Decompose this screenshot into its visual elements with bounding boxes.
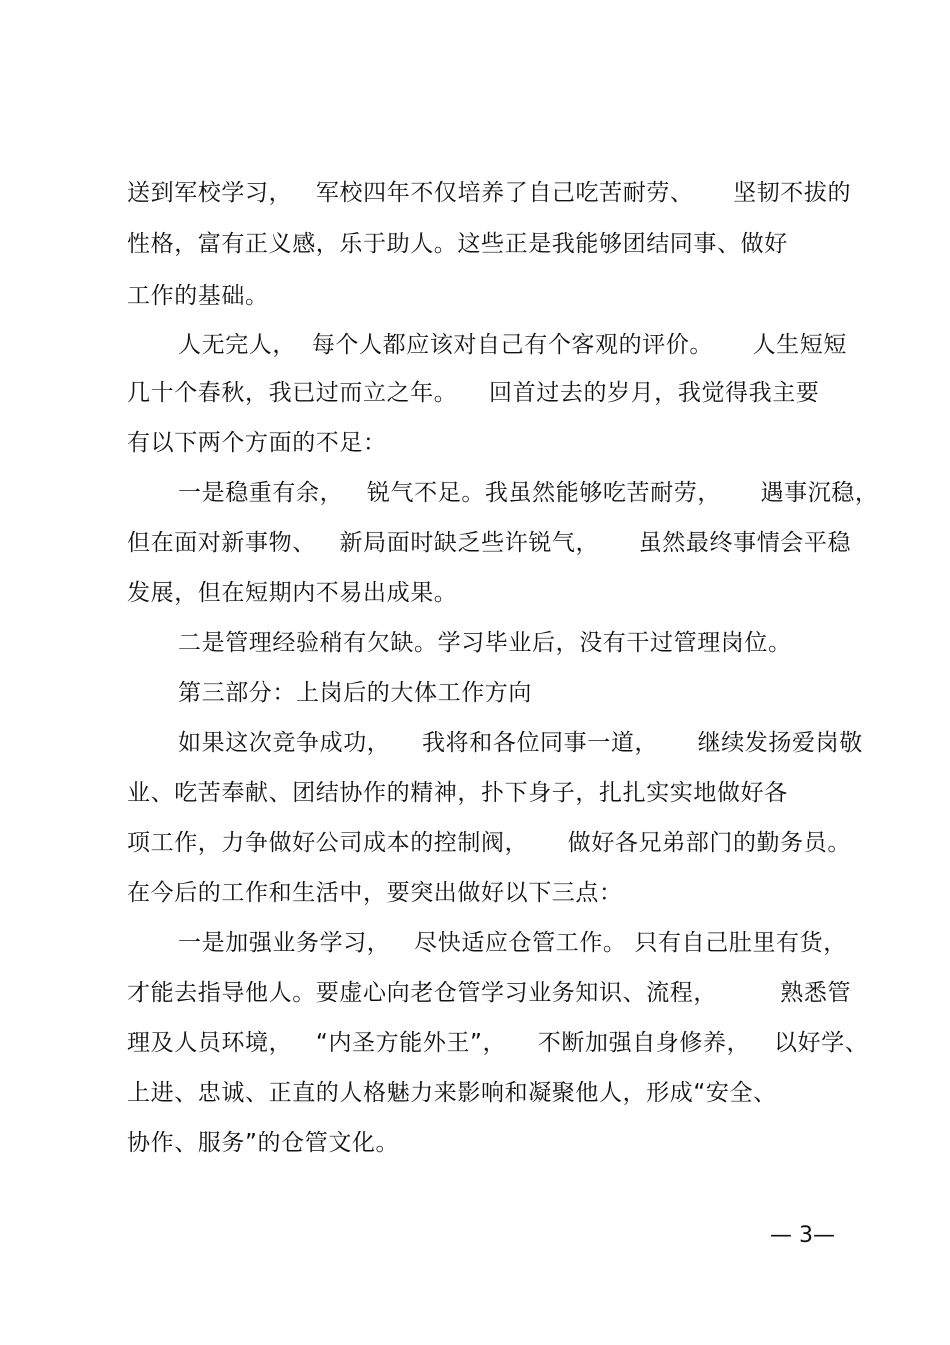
text-line-6: 有以下两个方面的不足： xyxy=(127,430,387,456)
text-line-4: 人无完人， 每个人都应该对自己有个客观的评价。 人生短短 xyxy=(178,332,847,358)
text-line-15: 在今后的工作和生活中，要突出做好以下三点： xyxy=(127,880,623,906)
text-line-18: 理及人员环境， “内圣方能外王”， 不断加强自身修养， 以好学、 xyxy=(127,1030,869,1056)
text-line-10: 二是管理经验稍有欠缺。学习毕业后，没有干过管理岗位。 xyxy=(178,630,792,656)
page-number: — 3— xyxy=(770,1223,835,1248)
text-line-1: 送到军校学习， 军校四年不仅培养了自己吃苦耐劳、 坚韧不拔的 xyxy=(127,180,852,206)
text-line-17: 才能去指导他人。要虚心向老仓管学习业务知识、流程， 熟悉管 xyxy=(127,980,852,1006)
text-line-16: 一是加强业务学习， 尽快适应仓管工作。 只有自己肚里有货， xyxy=(178,930,847,956)
text-line-7: 一是稳重有余， 锐气不足。我虽然能够吃苦耐劳， 遇事沉稳， xyxy=(178,480,879,506)
text-line-8: 但在面对新事物、 新局面时缺乏些许锐气， 虽然最终事情会平稳 xyxy=(127,530,852,556)
text-line-13: 业、吃苦奉献、团结协作的精神，扑下身子，扎扎实实地做好各 xyxy=(127,780,788,806)
text-line-20: 协作、服务”的仓管文化。 xyxy=(127,1130,400,1156)
text-line-19: 上进、忠诚、正直的人格魅力来影响和凝聚他人，形成“安全、 xyxy=(127,1080,777,1106)
text-line-14: 项工作，力争做好公司成本的控制阀， 做好各兄弟部门的勤务员。 xyxy=(127,830,851,856)
text-line-12: 如果这次竞争成功， 我将和各位同事一道， 继续发扬爱岗敬 xyxy=(178,730,863,756)
section-heading: 第三部分：上岗后的大体工作方向 xyxy=(178,680,532,706)
text-line-9: 发展，但在短期内不易出成果。 xyxy=(127,580,458,606)
text-line-3: 工作的基础。 xyxy=(127,283,269,309)
text-line-2: 性格，富有正义感，乐于助人。这些正是我能够团结同事、做好 xyxy=(127,231,788,257)
text-line-5: 几十个春秋，我已过而立之年。 回首过去的岁月，我觉得我主要 xyxy=(127,380,820,406)
